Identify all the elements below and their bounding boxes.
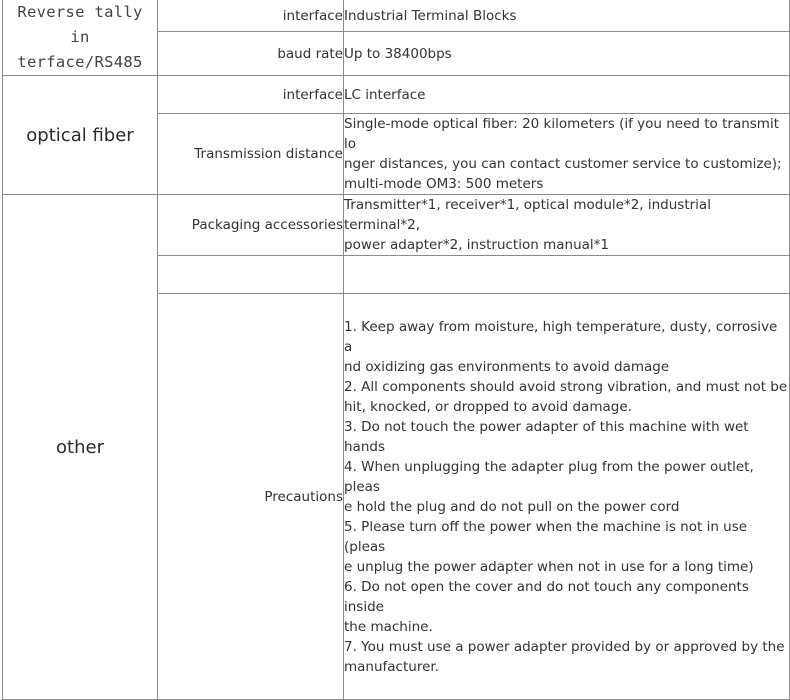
precaution-item: 6. Do not open the cover and do not touch any components inside the machine.: [344, 578, 749, 635]
empty-cell: [158, 256, 344, 294]
precaution-item: 2. All components should avoid strong vibration, and must not be hit, knocked, or dropped to avoid damage.: [344, 378, 788, 415]
empty-cell: [344, 256, 790, 294]
group-cell-optical-fiber: optical fiber: [3, 76, 158, 195]
row-label-rs485-interface: interface: [158, 0, 344, 32]
row-value-baud-rate: Up to 38400bps: [344, 32, 790, 76]
row-value-optical-interface: LC interface: [344, 76, 790, 114]
table-row: [3, 76, 790, 114]
row-label-precautions: Precautions: [158, 294, 344, 700]
distance-line: nger distances, you can contact customer service to customize);: [344, 156, 782, 172]
distance-line: Single-mode optical fiber: 20 kilometers (if you need to transmit lo: [344, 116, 779, 152]
packaging-line: Transmitter*1, receiver*1, optical module*2, industrial terminal*2,: [344, 197, 711, 233]
row-label-optical-interface: interface: [158, 76, 344, 114]
precaution-item: 4. When unplugging the adapter plug from the power outlet, pleas e hold the plug and do not pull on the power cord: [344, 458, 754, 515]
row-value-packaging-accessories: [344, 195, 790, 256]
group-cell-other: other: [3, 195, 158, 700]
group-label-rs485-line2: terface/RS485: [17, 53, 143, 71]
precaution-item: 5. Please turn off the power when the machine is not in use (pleas e unplug the power adapter when not in use for a long time): [344, 518, 754, 575]
table-row: [3, 0, 790, 32]
precaution-item: 3. Do not touch the power adapter of this machine with wet hands: [344, 418, 749, 455]
group-label-rs485-line1: Reverse tally in: [17, 3, 143, 46]
packaging-line: power adapter*2, instruction manual*1: [344, 237, 609, 253]
table-row: [3, 195, 790, 256]
row-value-precautions: [344, 294, 790, 700]
row-label-baud-rate: baud rate: [158, 32, 344, 76]
row-value-rs485-interface: Industrial Terminal Blocks: [344, 0, 790, 32]
group-cell-rs485: [3, 0, 158, 76]
spec-table: [2, 0, 790, 700]
distance-line: multi-mode OM3: 500 meters: [344, 176, 544, 192]
precaution-item: 7. You must use a power adapter provided by or approved by the manufacturer.: [344, 638, 785, 675]
row-value-transmission-distance: [344, 114, 790, 195]
precaution-item: 1. Keep away from moisture, high temperature, dusty, corrosive a nd oxidizing gas environments to avoid damage: [344, 318, 778, 375]
row-label-packaging-accessories: Packaging accessories: [158, 195, 344, 256]
row-label-transmission-distance: Transmission distance: [158, 114, 344, 195]
